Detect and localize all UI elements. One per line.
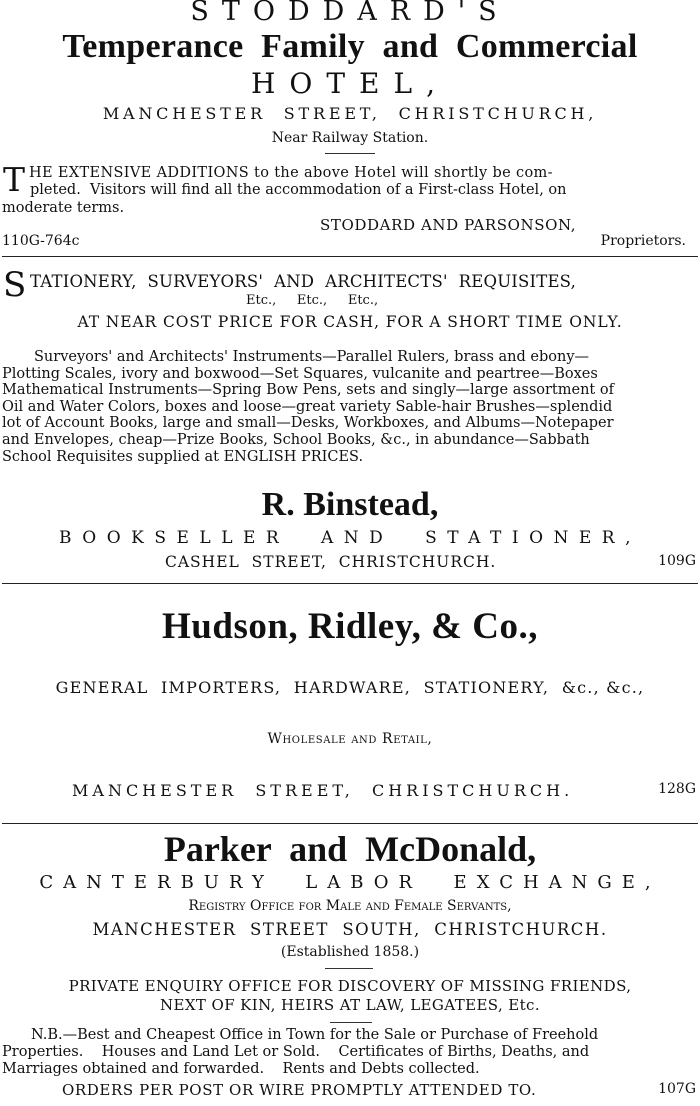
stationery-body-line: lot of Account Books, large and small—Desks, Workboxes, and Albums—Notepaper: [2, 415, 614, 432]
stoddard-near: Near Railway Station.: [271, 130, 429, 146]
stationery-dropcap: S: [3, 265, 27, 305]
stoddard-signature: STODDARD AND PARSONSON,: [320, 216, 577, 234]
divider-3: [2, 823, 698, 824]
hudson-name: Hudson, Ridley, & Co.,: [162, 606, 538, 647]
stationery-body-line: and Envelopes, cheap—Prize Books, School Books, &c., in abundance—Sabbath: [2, 431, 590, 448]
parker-established: (Established 1858.): [280, 944, 420, 960]
binstead-code: 109G: [658, 553, 696, 569]
parker-enquiry-1: PRIVATE ENQUIRY OFFICE FOR DISCOVERY OF MISSING FRIENDS,: [68, 977, 632, 995]
stoddard-body-line2: pleted. Visitors will find all the accommodation of a First-class Hotel, on: [30, 182, 567, 198]
parker-short-rule-1: [325, 968, 373, 969]
parker-name: Parker and McDonald,: [163, 829, 537, 869]
stoddard-hotel: HOTEL,: [251, 67, 449, 100]
stationery-body-line: Oil and Water Colors, boxes and loose—great variety Sable-hair Brushes—splendid: [2, 398, 613, 415]
parker-address: MANCHESTER STREET SOUTH, CHRISTCHURCH.: [92, 920, 608, 939]
stoddard-short-rule: [325, 153, 375, 154]
stoddard-body-line3: moderate terms.: [2, 200, 125, 216]
stoddard-address: MANCHESTER STREET, CHRISTCHURCH,: [102, 104, 598, 123]
stoddard-body-line1: HE EXTENSIVE ADDITIONS to the above Hotel will shortly be com-: [29, 165, 553, 181]
divider-1: [2, 256, 698, 257]
parker-nb-line3: Marriages obtained and forwarded. Rents and Debts collected.: [2, 1061, 480, 1077]
stationery-body-line: Surveyors' and Architects' Instruments—Parallel Rulers, brass and ebony—: [34, 349, 590, 365]
hudson-wholesale: Wholesale and Retail,: [267, 731, 433, 747]
parker-registry: Registry Office for Male and Female Servants,: [188, 898, 512, 914]
parker-nb-line1: N.B.—Best and Cheapest Office in Town for the Sale or Purchase of Freehold: [31, 1027, 599, 1043]
stationery-body: [2, 349, 698, 465]
hudson-trade: GENERAL IMPORTERS, HARDWARE, STATIONERY, &c., &c.,: [55, 678, 645, 697]
stationery-body-line: School Requisites supplied at ENGLISH PRICES.: [2, 448, 364, 465]
stoddard-name: STODDARD'S: [190, 0, 510, 27]
divider-2: [2, 583, 698, 584]
stoddard-proprietors: Proprietors.: [600, 233, 686, 249]
stoddard-title: Temperance Family and Commercial: [62, 28, 638, 65]
stoddard-code: 110G-764c: [2, 233, 80, 249]
binstead-address: CASHEL STREET, CHRISTCHURCH.: [165, 553, 497, 571]
parker-enquiry-2: NEXT OF KIN, HEIRS AT LAW, LEGATEES, Etc.: [159, 996, 541, 1014]
parker-orders: ORDERS PER POST OR WIRE PROMPTLY ATTENDED TO.: [62, 1081, 537, 1099]
parker-code: 107G: [658, 1081, 696, 1097]
stationery-etc: Etc., Etc., Etc.,: [246, 293, 379, 308]
parker-nb-line2: Properties. Houses and Land Let or Sold. Certificates of Births, Deaths, and: [2, 1044, 590, 1060]
binstead-trade: BOOKSELLER AND STATIONER,: [58, 528, 641, 548]
hudson-address: MANCHESTER STREET, CHRISTCHURCH.: [72, 781, 574, 800]
parker-short-rule-2: [330, 1022, 372, 1023]
stationery-body-line: Plotting Scales, ivory and boxwood—Set Squares, vulcanite and peartree—Boxes: [2, 365, 598, 382]
binstead-name: R. Binstead,: [261, 486, 439, 523]
stationery-cost: AT NEAR COST PRICE FOR CASH, FOR A SHORT TIME ONLY.: [77, 313, 623, 331]
stationery-body-line: Mathematical Instruments—Spring Bow Pens, sets and singly—large assortment of: [2, 382, 614, 399]
stoddard-dropcap: T: [3, 160, 26, 199]
parker-trade: CANTERBURY LABOR EXCHANGE,: [39, 872, 661, 893]
stationery-heading: TATIONERY, SURVEYORS' AND ARCHITECTS' REQUISITES,: [30, 272, 577, 291]
hudson-code: 128G: [658, 781, 696, 797]
